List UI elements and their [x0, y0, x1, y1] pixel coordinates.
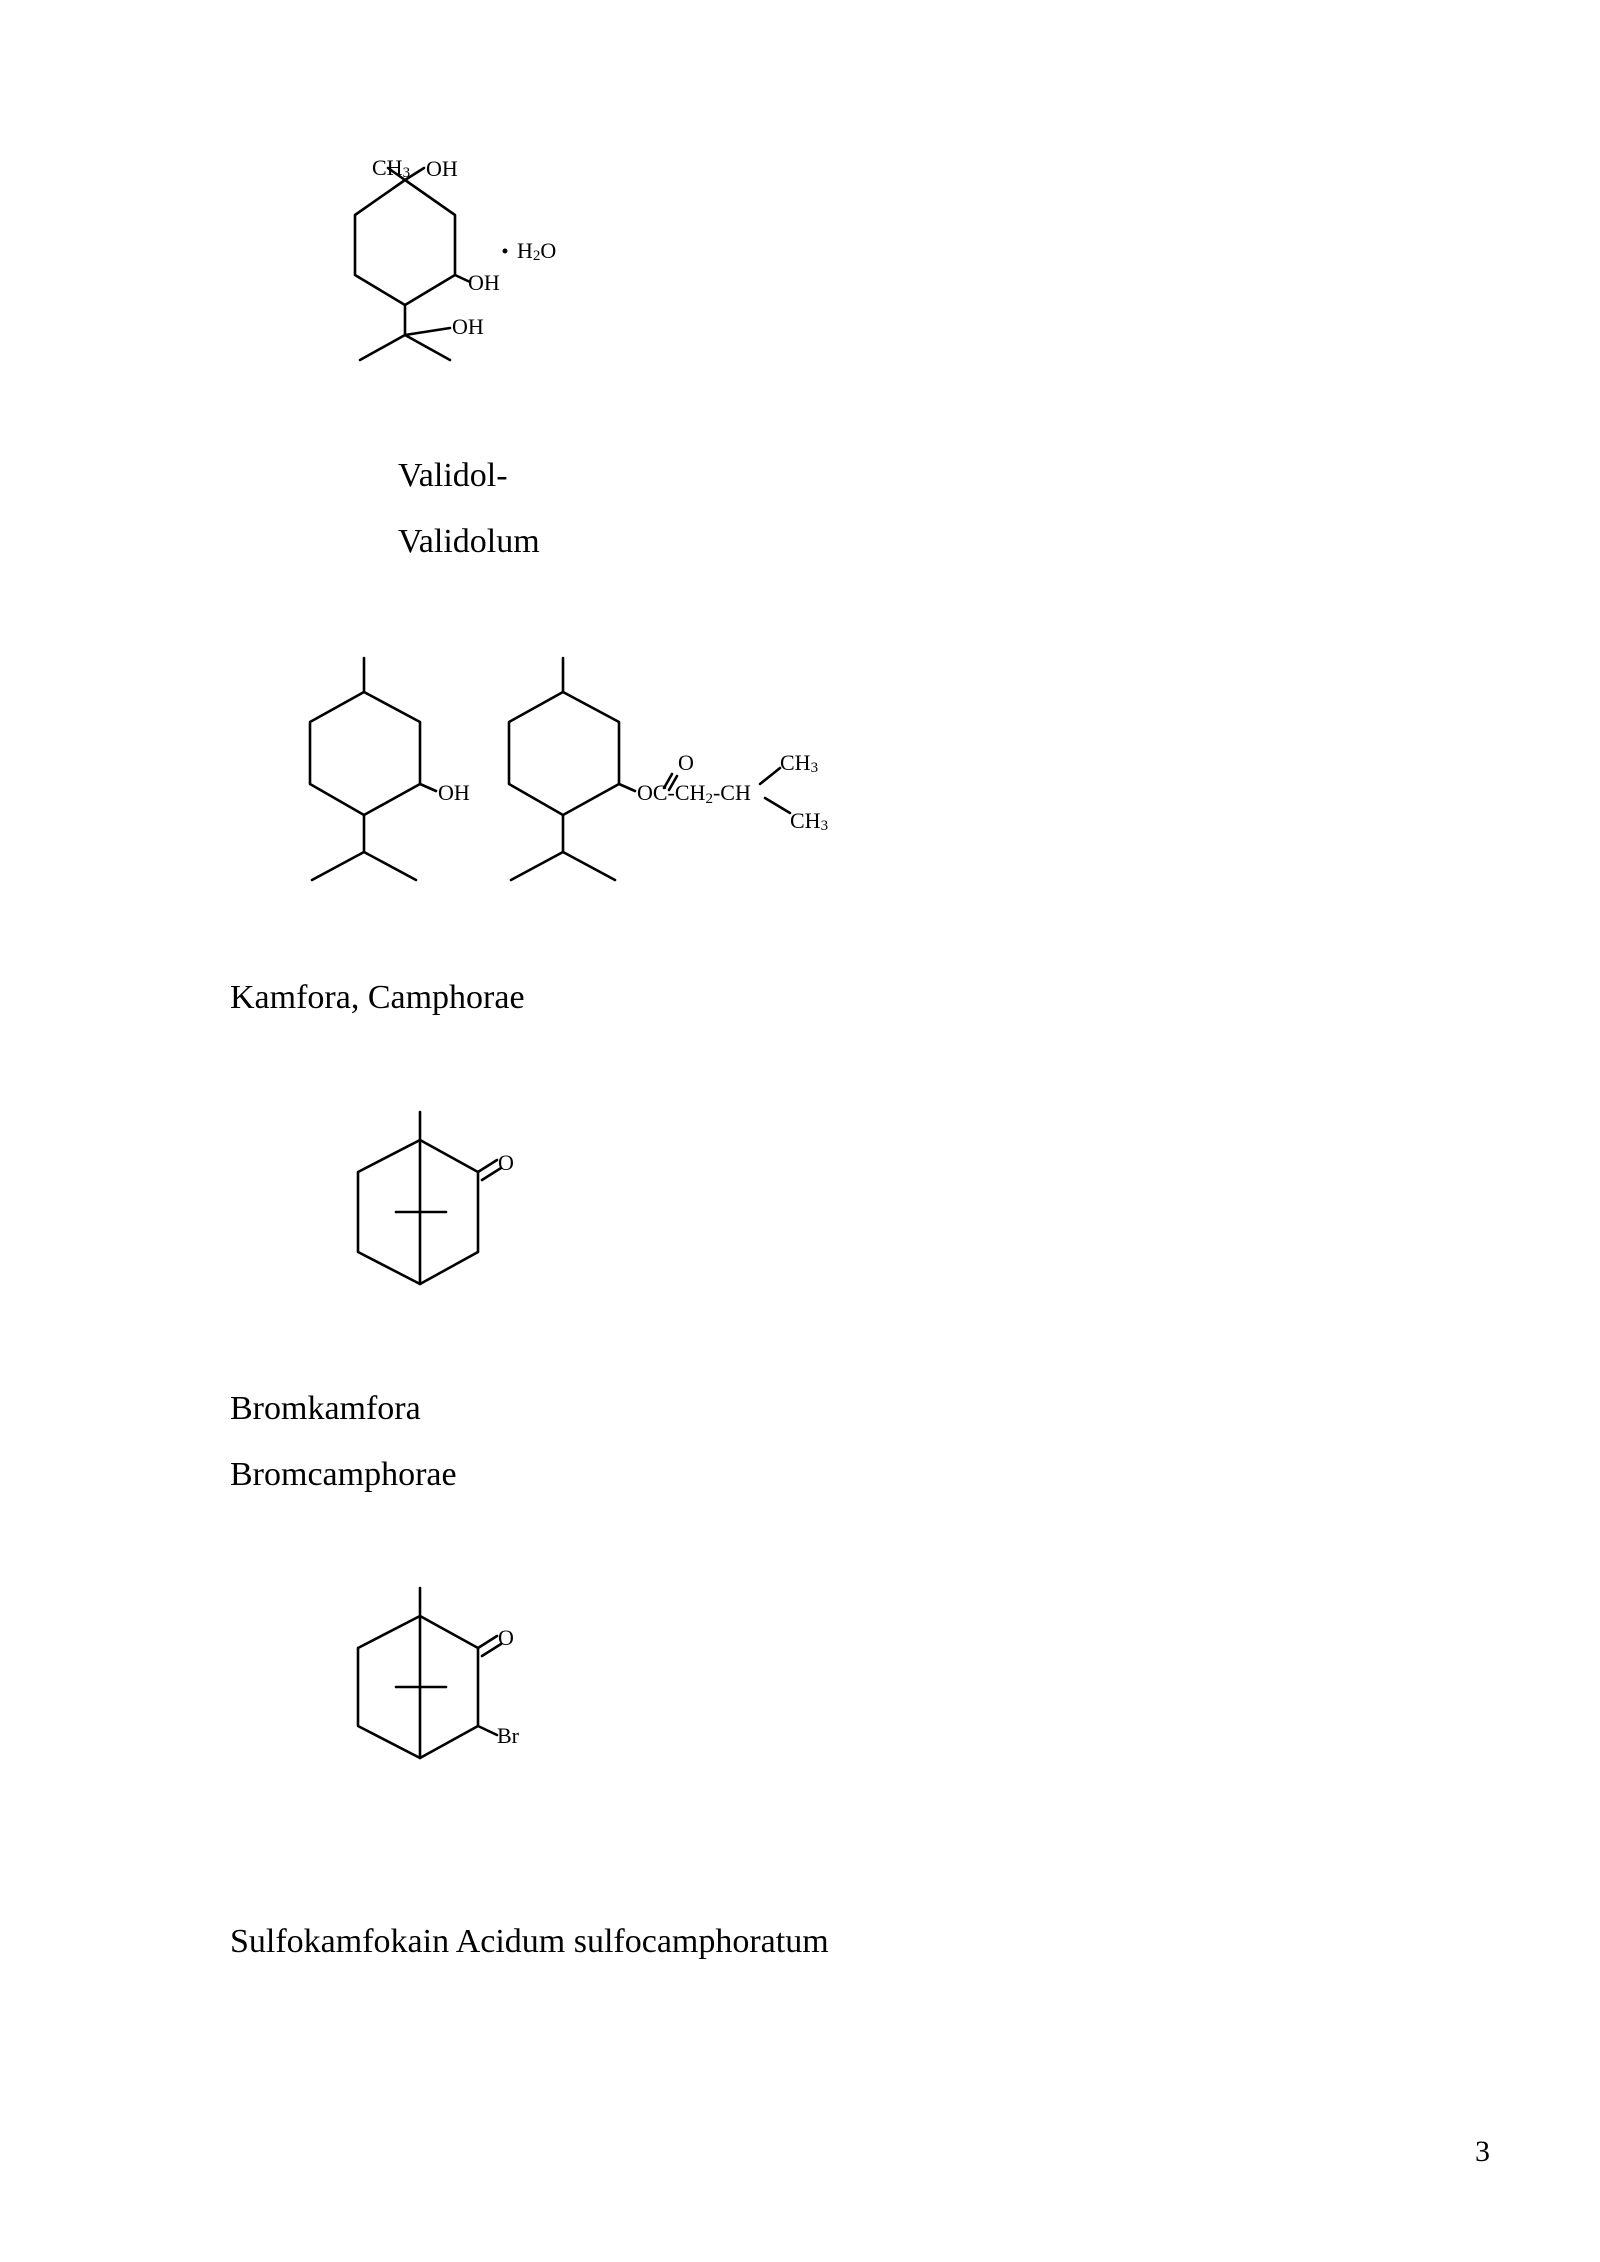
- bromcamphor-structure: [340, 1575, 560, 1775]
- svg-text:CH3: CH3: [780, 750, 819, 776]
- svg-text:O: O: [678, 750, 694, 775]
- svg-text:H2O: H2O: [517, 238, 557, 264]
- caption-bromcamphor-line2: Bromcamphorae: [230, 1456, 457, 1493]
- camphor-structure: [340, 1100, 540, 1310]
- validol-structure: [290, 640, 850, 890]
- terpin-hydrate-structure: [340, 140, 600, 380]
- caption-sulfocamphocaine: Sulfokamfokain Acidum sulfocamphoratum: [230, 1923, 829, 1960]
- svg-text:CH3: CH3: [372, 155, 411, 181]
- svg-text:OH: OH: [468, 270, 500, 295]
- caption-bromcamphor-line1: Bromkamfora: [230, 1390, 421, 1427]
- svg-text:OH: OH: [452, 314, 484, 339]
- svg-text:O: O: [498, 1150, 514, 1175]
- svg-text:CH3: CH3: [790, 808, 829, 834]
- svg-text:Br: Br: [497, 1723, 519, 1748]
- svg-text:OH: OH: [426, 156, 458, 181]
- page-number: 3: [1475, 2135, 1490, 2168]
- svg-text:OC-CH2-CH: OC-CH2-CH: [637, 780, 751, 807]
- svg-text:O: O: [498, 1625, 514, 1650]
- caption-camphor: Kamfora, Camphorae: [230, 979, 525, 1016]
- caption-validol-line2: Validolum: [398, 523, 540, 560]
- svg-text:OH: OH: [438, 780, 470, 805]
- caption-validol-line1: Validol-: [398, 457, 508, 494]
